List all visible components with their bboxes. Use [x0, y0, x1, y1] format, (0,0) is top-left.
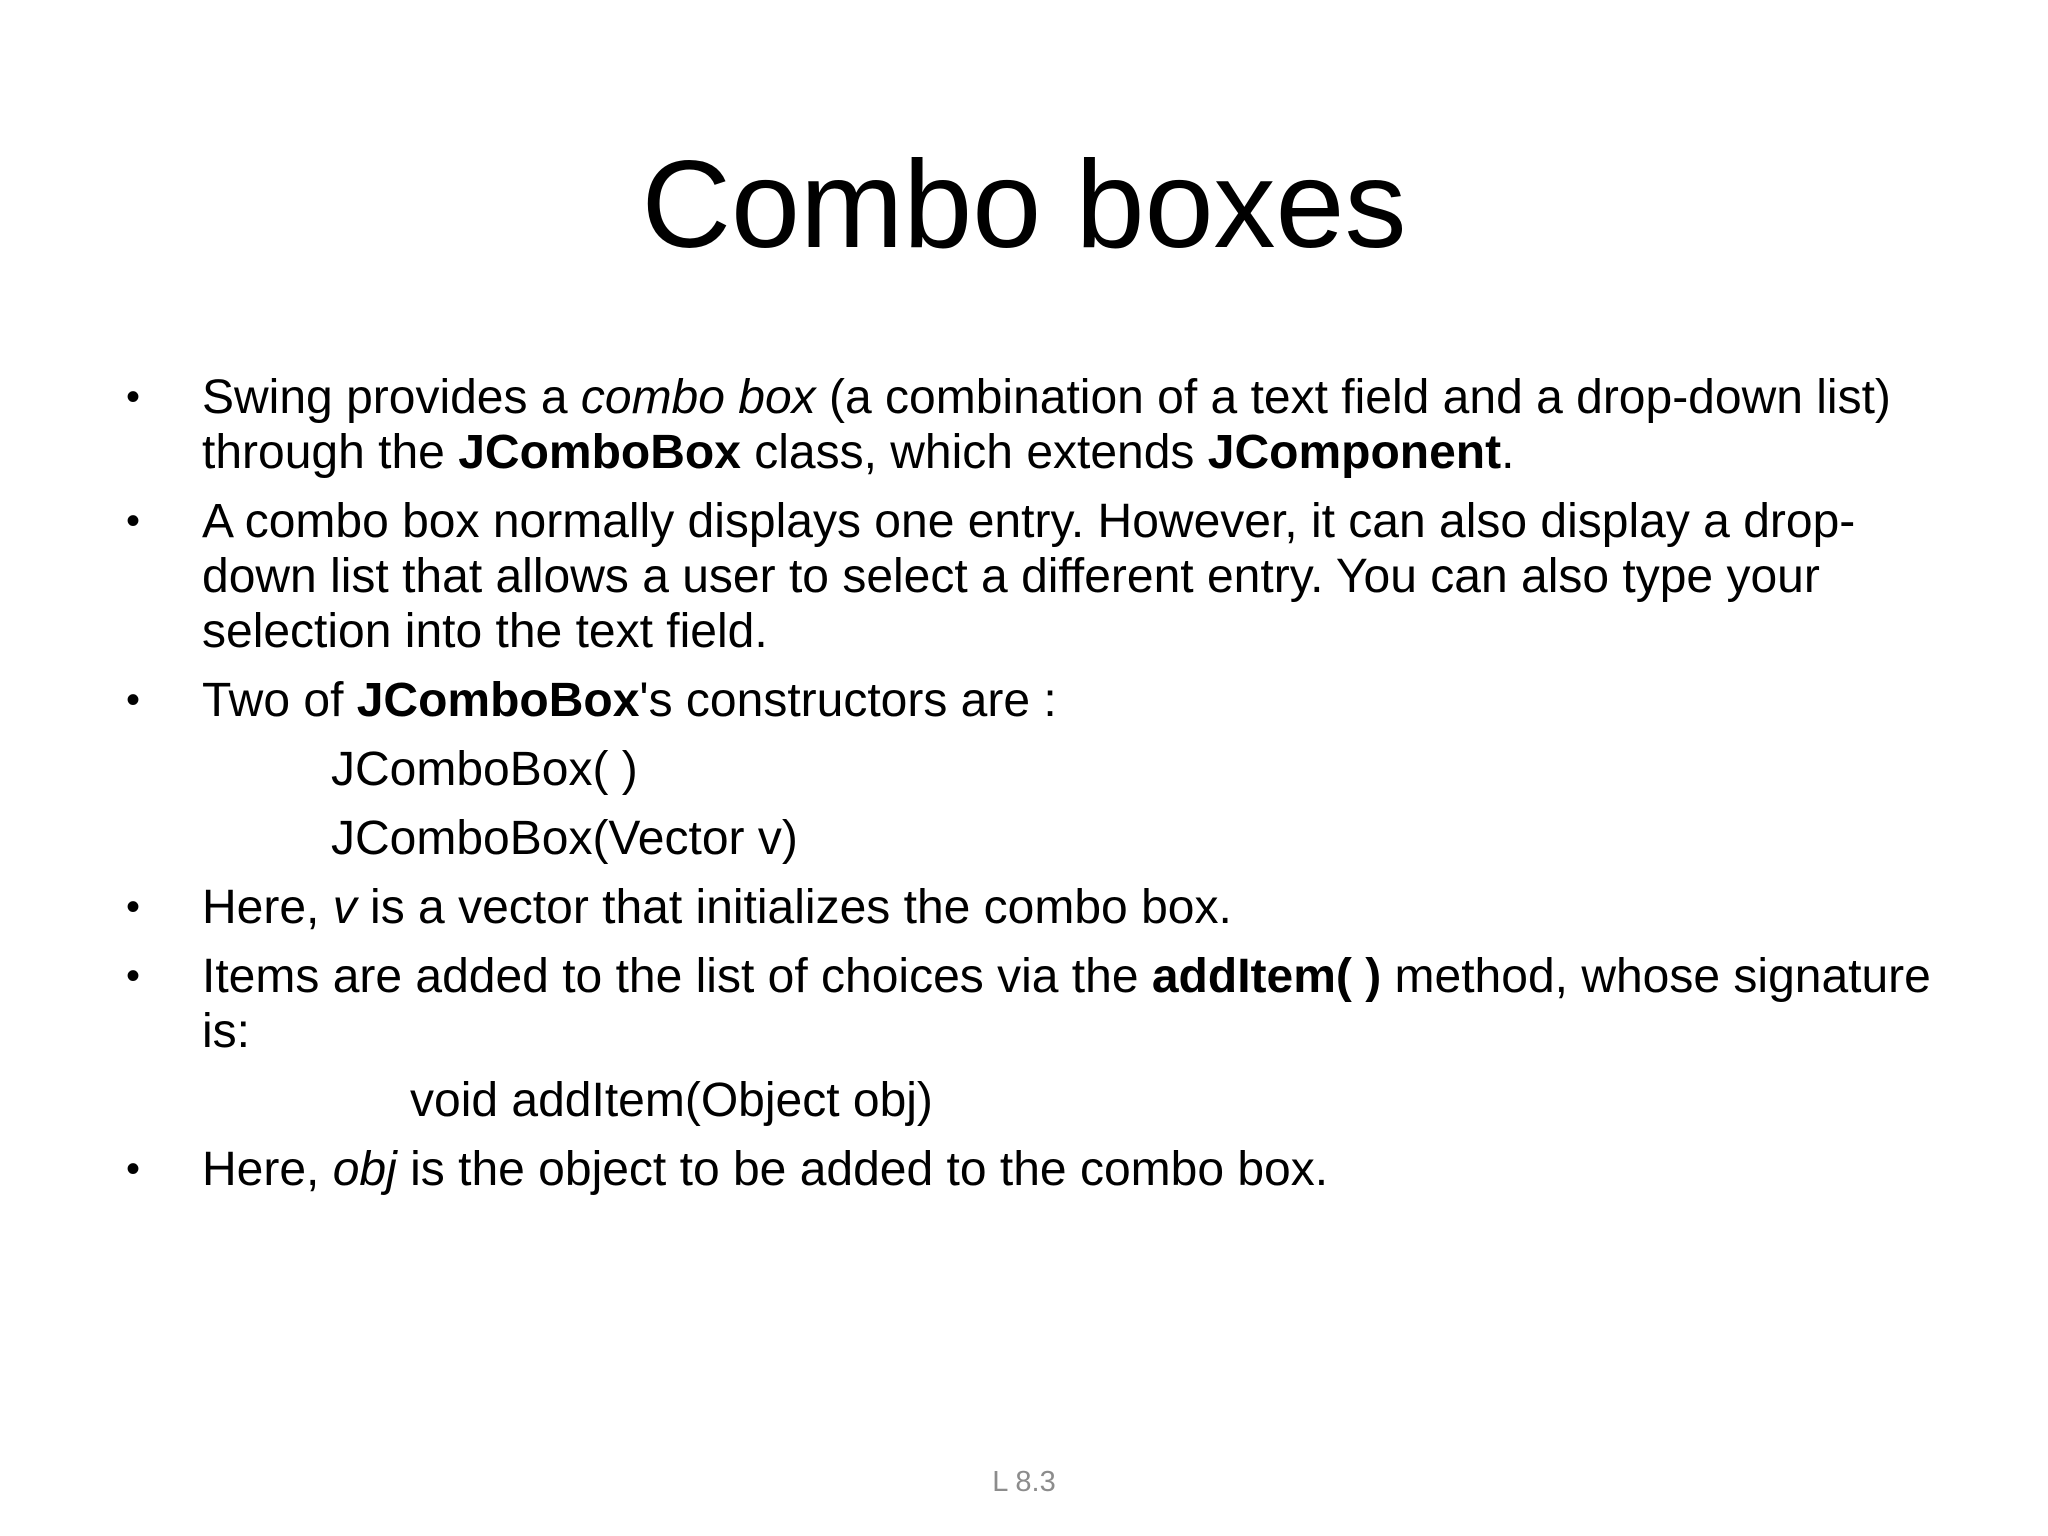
- bullet-icon: •: [126, 375, 141, 419]
- constructor-default: JComboBox( ): [331, 743, 638, 796]
- bullet-item: [120, 673, 1960, 728]
- constructor-vector: JComboBox(Vector v): [331, 812, 798, 865]
- bullet-text: Swing provides a combo box (a combination of a text field and a drop-down list) through the JComboBox class, which extends JComponent.: [202, 371, 1891, 479]
- bullet-text: Two of JComboBox's constructors are :: [202, 674, 1057, 727]
- slide-title: Combo boxes: [641, 136, 1407, 274]
- bullet-item: [120, 370, 1960, 480]
- method-signature: void addItem(Object obj): [410, 1074, 933, 1127]
- bullet-text: Here, obj is the object to be added to the combo box.: [202, 1143, 1329, 1196]
- bullet-icon: •: [126, 885, 141, 929]
- bullet-icon: •: [126, 1147, 141, 1191]
- bullet-item: [120, 1142, 1960, 1197]
- slide-number: L 8.3: [992, 1466, 1056, 1498]
- bullet-text: Items are added to the list of choices via the addItem( ) method, whose signature is:: [202, 950, 1931, 1058]
- slide-body: [120, 370, 1960, 1211]
- bullet-icon: •: [126, 678, 141, 722]
- bullet-item: [120, 880, 1960, 935]
- bullet-text: Here, v is a vector that initializes the combo box.: [202, 881, 1232, 934]
- bullet-icon: •: [126, 954, 141, 998]
- bullet-text: A combo box normally displays one entry. However, it can also display a drop-down list that allows a user to select a different entry. You can also type your selection into the text field.: [202, 495, 1856, 658]
- bullet-item: [120, 494, 1960, 659]
- bullet-item: [120, 949, 1960, 1059]
- bullet-icon: •: [126, 499, 141, 543]
